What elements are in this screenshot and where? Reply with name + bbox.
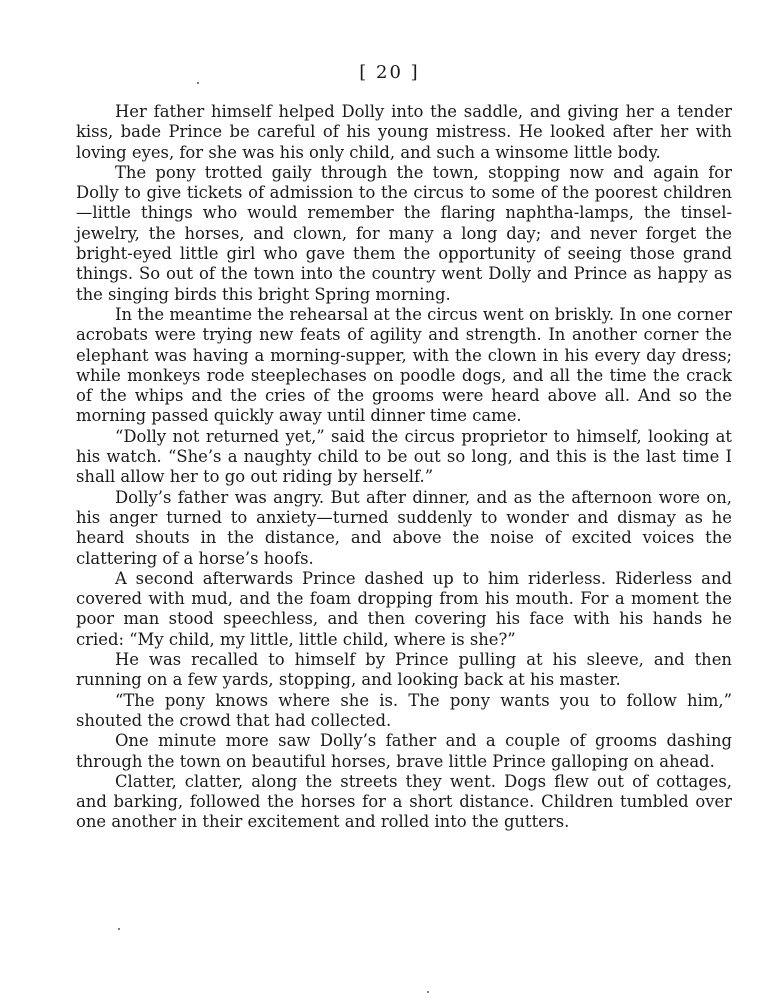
page-number: [ 20 ] [359,62,420,83]
body-text [76,102,732,833]
paragraph: He was recalled to himself by Prince pulling at his sleeve, and then running on a few yards, stopping, and looking back at his master. [76,650,732,690]
paragraph: Clatter, clatter, along the streets they went. Dogs flew out of cottages, and barking, followed the horses for a short distance. Children tumbled over one another in their excitement and rolled into the gutters. [76,771,732,832]
paragraph: A second afterwards Prince dashed up to him riderless. Riderless and covered with mud, and the foam dropping from his mouth. For a moment the poor man stood speechless, and then covering his face with his hands he cried: “My child, my little, little child, where is she?” [76,568,732,649]
print-speck [427,991,429,993]
print-speck [197,82,199,84]
paragraph: Dolly’s father was angry. But after dinner, and as the afternoon wore on, his anger turned to anxiety—turned suddenly to wonder and dismay as he heard shouts in the distance, and above the noise of excited voices the clattering of a horse’s hoofs. [76,487,732,568]
paragraph: One minute more saw Dolly’s father and a couple of grooms dashing through the town on beautiful horses, brave little Prince galloping on ahead. [76,731,732,771]
paragraph: Her father himself helped Dolly into the saddle, and giving her a tender kiss, bade Prince be careful of his young mistress. He looked after her with loving eyes, for she was his only child, and such a winsome little body. [76,102,732,162]
print-speck [118,928,120,930]
paragraph: In the meantime the rehearsal at the circus went on briskly. In one corner acrobats were trying new feats of agility and strength. In another corner the elephant was having a morning-supper, with the clown in his every day dress; while monkeys rode steeplechases on poodle dogs, and all the time the crack of the whips and the cries of the grooms were heard above all. And so the morning passed quickly away until dinner time came. [76,304,732,426]
paragraph: “The pony knows where she is. The pony wants you to follow him,” shouted the crowd that had collected. [76,690,732,730]
paragraph: The pony trotted gaily through the town, stopping now and again for Dolly to give tickets of admission to the circus to some of the poorest children—little things who would remember the flaring naphtha-lamps, the tinsel-jewelry, the horses, and clown, for many a long day; and never forget the bright-eyed little girl who gave them the opportunity of seeing those grand things. So out of the town into the country went Dolly and Prince as happy as the singing birds this bright Spring morning. [76,162,732,304]
paragraph: “Dolly not returned yet,” said the circus proprietor to himself, looking at his watch. “She’s a naughty child to be out so long, and this is the last time I shall allow her to go out riding by herself.” [76,426,732,487]
